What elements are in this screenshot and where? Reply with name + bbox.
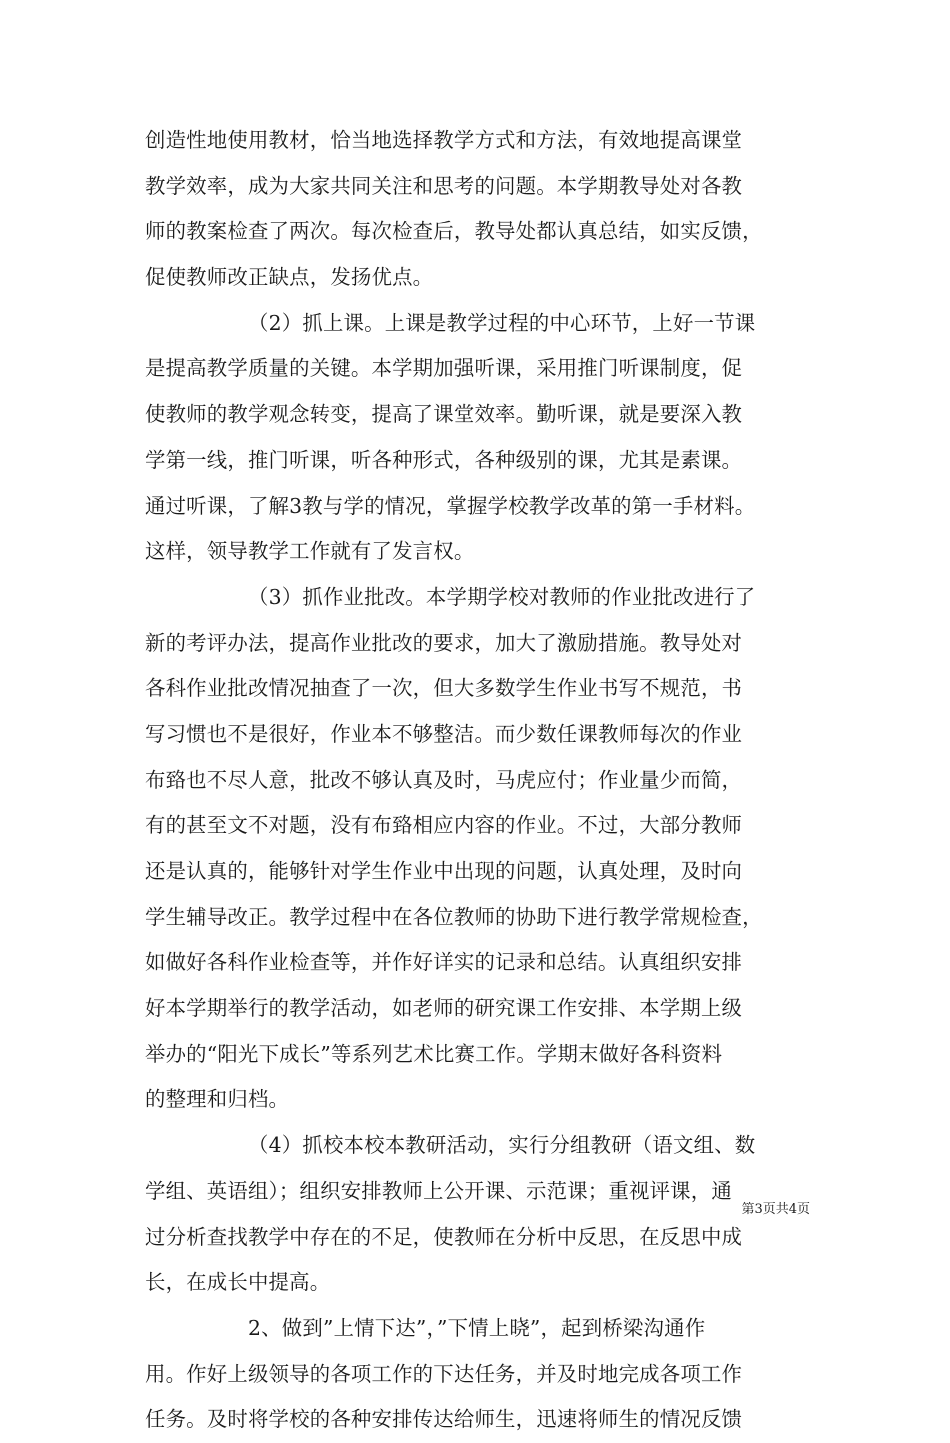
text-line: 长，在成长中提高。 [145,1270,331,1295]
text-line: 师的教案检查了两次。每次检查后，教导处都认真总结，如实反馈， [145,219,763,244]
text-line: 是提高教学质量的关键。本学期加强听课，采用推门听课制度，促 [145,356,743,381]
text-line: 创造性地使用教材，恰当地选择教学方式和方法，有效地提高课堂 [145,128,743,152]
text-line: 学生辅导改正。教学过程中在各位教师的协助下进行教学常规检查， [145,904,763,929]
text-line: 学第一线，推门听课，听各种形式，各种级别的课，尤其是素课。 [145,447,743,472]
text-line: 好本学期举行的教学活动，如老师的研究课工作安排、本学期上级 [145,996,743,1021]
text-line: 这样，领导教学工作就有了发言权。 [145,539,475,564]
text-line: 过分析查找教学中存在的不足，使教师在分析中反思，在反思中成 [145,1224,743,1249]
text-line: 新的考评办法，提高作业批改的要求，加大了激励措施。教导处对 [145,630,743,655]
text-line: 教学效率，成为大家共同关注和思考的问题。本学期教导处对各教 [145,173,743,198]
text-line: 举办的“阳光下成长”等系列艺术比赛工作。学期末做好各科资料 [145,1041,723,1066]
text-line: 的整理和归档。 [145,1087,290,1112]
text-line: 任务。及时将学校的各种安排传达给师生，迅速将师生的情况反馈 [145,1407,743,1432]
text-line: （3）抓作业批改。本学期学校对教师的作业批改进行了 [248,584,756,609]
text-line: 通过听课，了解3教与学的情况，掌握学校教学改革的第一手材料。 [145,493,756,518]
text-line: 如做好各科作业检查等，并作好详实的记录和总结。认真组织安排 [145,950,743,975]
page-footer: 第3页共4页 [741,1202,810,1217]
text-line: 写习惯也不是很好，作业本不够整洁。而少数任课教师每次的作业 [145,721,743,746]
text-line: 还是认真的，能够针对学生作业中出现的问题，认真处理，及时向 [145,859,743,883]
text-line: 促使教师改正缺点，发扬优点。 [145,265,434,290]
text-line: 有的甚至文不对题，没有布臵相应内容的作业。不过，大部分教师 [145,813,743,838]
text-line: 使教师的教学观念转变，提高了课堂效率。勤听课，就是要深入教 [145,402,743,427]
text-line: （4）抓校本校本教研活动，实行分组教研（语文组、数 [248,1133,756,1158]
text-line: 用。作好上级领导的各项工作的下达任务，并及时地完成各项工作 [145,1361,743,1386]
text-line: 布臵也不尽人意，批改不够认真及时，马虎应付；作业量少而简， [145,767,743,792]
text-line: 各科作业批改情况抽查了一次，但大多数学生作业书写不规范，书 [145,676,743,701]
document-body [145,118,807,1443]
text-line: 2、做到”上情下达”，”下情上晓”，起到桥梁沟通作 [248,1315,706,1340]
text-line: 学组、英语组）；组织安排教师上公开课、示范课；重视评课，通 [145,1178,732,1203]
text-line: （2）抓上课。上课是教学过程的中心环节，上好一节课 [248,310,756,335]
